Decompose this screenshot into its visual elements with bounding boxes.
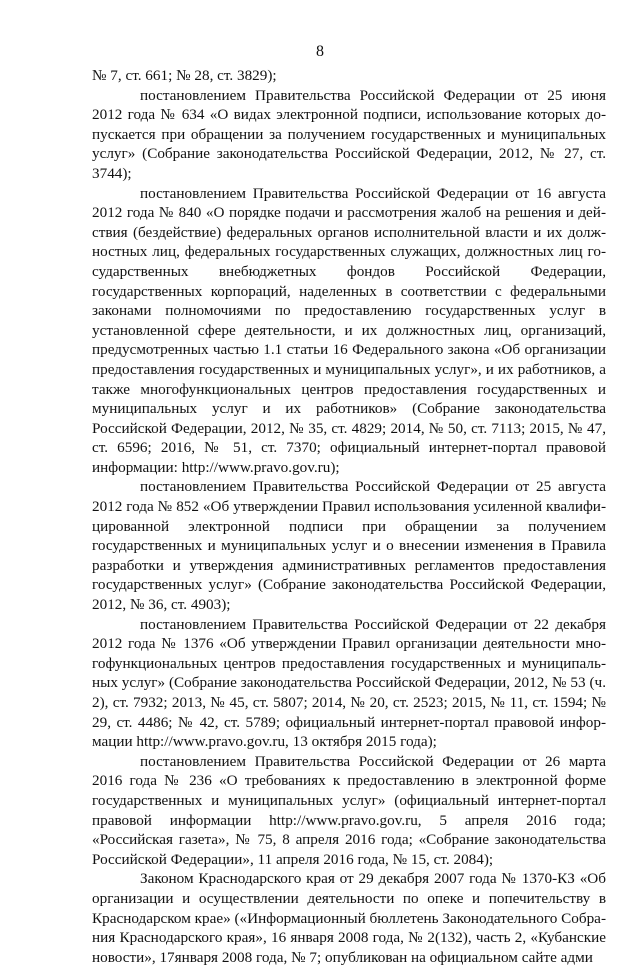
paragraph-continuation: № 7, ст. 661; № 28, ст. 3829); <box>92 67 277 84</box>
document-body <box>92 66 606 967</box>
paragraph-law-1370-kz: Законом Краснодарского края от 29 декабря 2007 года № 1370-КЗ «Об организации и осуществлении деятельности по опеке и попечительству в Краснодарском крае» («Информационный бюллетень Законодательного Собрания Краснодарского края», 16 января 2008 года, № 2(132), часть 2, «Кубанские новости», 17января 2008 года, № 7; опубликован на официальном сайте адми <box>92 870 606 966</box>
paragraph-decree-1376: постановлением Правительства Российской Федерации от 22 декабря 2012 года № 1376 «Об утверждении Правил организации деятельности многофункциональных центров предоставления государственных и муниципальных услуг» (Собрание законодательства Российской Федерации, 2012, № 53 (ч. 2), ст. 7932; 2013, № 45, ст. 5807; 2014, № 20, ст. 2523; 2015, № 11, ст. 1594; № 29, ст. 4486; № 42, ст. 5789; официальный интернет-портал правовой информации http://www.pravo.gov.ru, 13 октября 2015 года); <box>92 615 606 751</box>
paragraph-decree-236: постановлением Правительства Российской Федерации от 26 марта 2016 года № 236 «О требованиях к предоставлению в электронной форме государственных и муниципальных услуг» (официальный интернет-портал правовой информации http://www.pravo.gov.ru, 5 апреля 2016 года; «Российская газета», № 75, 8 апреля 2016 года; «Собрание законодательства Российской Федерации», 11 апреля 2016 года, № 15, ст. 2084); <box>92 752 606 868</box>
paragraph-decree-852: постановлением Правительства Российской Федерации от 25 августа 2012 года № 852 «Об утверждении Правил использования усиленной квалифицированной электронной подписи при обращении за получением государственных и муниципальных услуг и о внесении изменения в Правила разработки и утверждения административных регламентов предоставления государственных услуг» (Собрание законодательства Российской Федерации, 2012, № 36, ст. 4903); <box>92 478 606 614</box>
page-number: 8 <box>316 43 324 60</box>
paragraph-decree-840: постановлением Правительства Российской Федерации от 16 августа 2012 года № 840 «О порядке подачи и рассмотрения жалоб на решения и действия (бездействие) федеральных органов исполнительной власти и их должностных лиц, федеральных государственных служащих, должностных лиц государственных внебюджетных фондов Российской Федерации, государственных корпораций, наделенных в соответствии с федеральными законами полномочиями по предоставлению государственных услуг в установленной сфере деятельности, и их должностных лиц, организаций, предусмотренных частью 1.1 статьи 16 Федерального закона «Об организации предоставления государственных и муниципальных услуг», и их работников, а также многофункциональных центров предоставления государственных и муниципальных услуг и их работников» (Собрание законодательства Российской Федерации, 2012, № 35, ст. 4829; 2014, № 50, ст. 7113; 2015, № 47, ст. 6596; 2016, № 51, ст. 7370; официальный интернет-портал правовой информации: http://www.pravo.gov.ru); <box>92 184 606 476</box>
paragraph-decree-634: постановлением Правительства Российской Федерации от 25 июня 2012 года № 634 «О видах электронной подписи, использование которых допускается при обращении за получением государственных и муниципальных услуг» (Собрание законодательства Российской Федерации, 2012, № 27, ст. 3744); <box>92 86 606 182</box>
